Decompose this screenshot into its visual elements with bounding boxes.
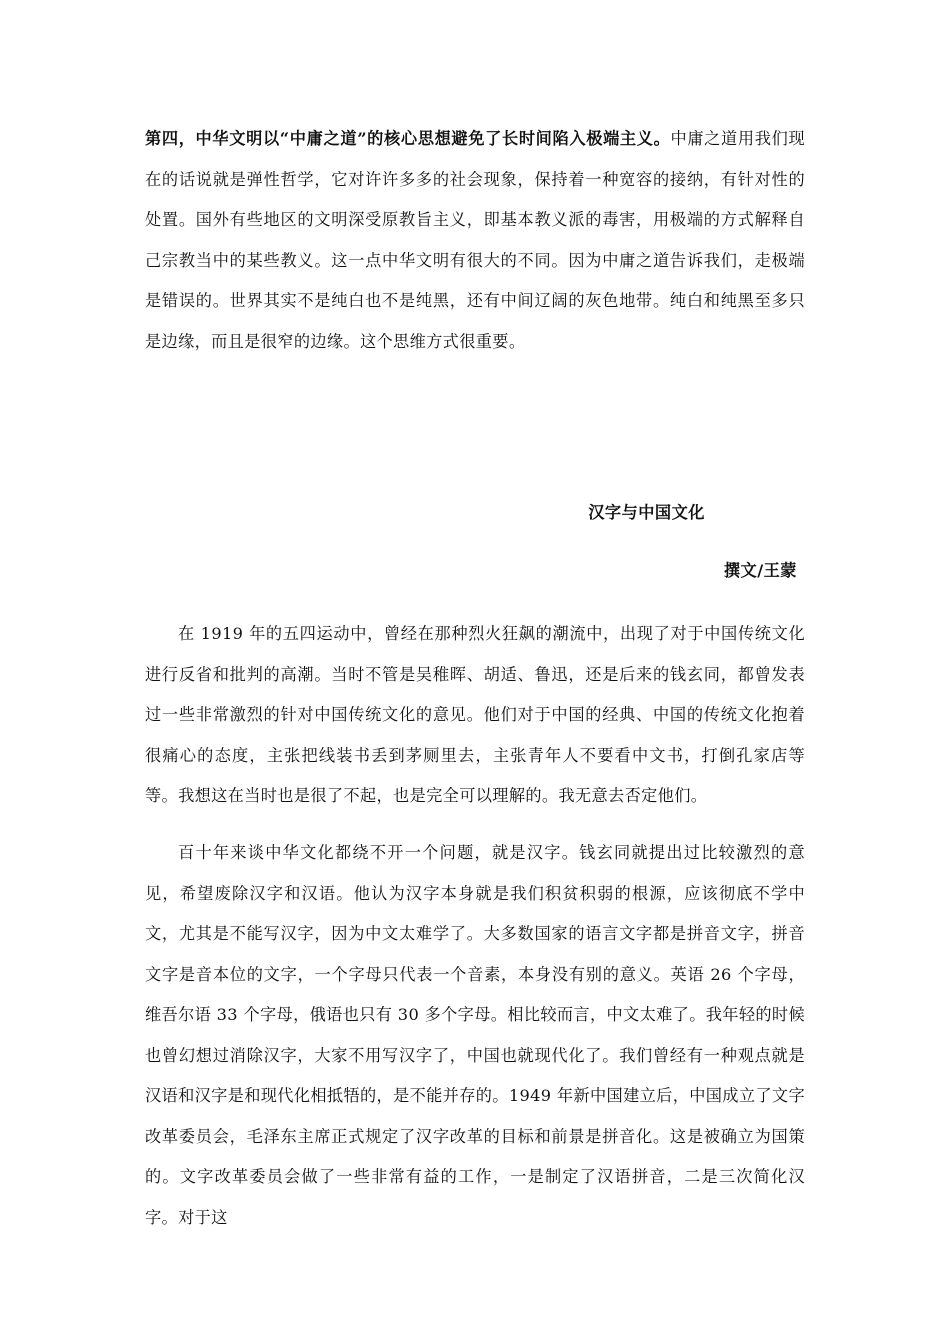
intro-body-text: 中庸之道用我们现在的话说就是弹性哲学，它对许许多多的社会现象，保持着一种宽容的接纳，有针对性的处置。国外有些地区的文明深受原教旨主义，即基本教义派的毒害，用极端的方式解释自己宗教当中的某些教义。这一点中华文明有很大的不同。因为中庸之道告诉我们，走极端是错误的。世界其实不是纯白也不是纯黑，还有中间辽阔的灰色地带。纯白和纯黑至多只是边缘，而且是很窄的边缘。这个思维方式很重要。 [145, 129, 805, 351]
intro-lead-sentence: 第四，中华文明以“中庸之道”的核心思想避免了长时间陷入极端主义。 [145, 129, 671, 148]
article-paragraph-2: 百十年来谈中华文化都绕不开一个问题，就是汉字。钱玄同就提出过比较激烈的意见，希望废除汉字和汉语。他认为汉字本身就是我们积贫积弱的根源，应该彻底不学中文，尤其是不能写汉字，因为中文太难学了。大多数国家的语言文字都是拼音文字，拼音文字是音本位的文字，一个字母只代表一个音素，本身没有别的意义。英语 26 个字母，维吾尔语 33 个字母，俄语也只有 30 多个字母。相比较而言，中文太难了。我年轻的时候也曾幻想过消除汉字，大家不用写汉字了，中国也就现代化了。我们曾经有一种观点就是汉语和汉字是和现代化相抵牾的，是不能并存的。1949 年新中国建立后，中国成立了文字改革委员会，毛泽东主席正式规定了汉字改革的目标和前景是拼音化。这是被确立为国策的。文字改革委员会做了一些非常有益的工作，一是制定了汉语拼音，二是三次简化汉字。对于这 [145, 843, 805, 1227]
article-paragraph-1: 在 1919 年的五四运动中，曾经在那种烈火狂飙的潮流中，出现了对于中国传统文化进行反省和批判的高潮。当时不管是吴稚晖、胡适、鲁迅，还是后来的钱玄同，都曾发表过一些非常激烈的针对中国传统文化的意见。他们对于中国的经典、中国的传统文化抱着很痛心的态度，主张把线装书丢到茅厕里去，主张青年人不要看中文书，打倒孔家店等等。我想这在当时也是很了不起，也是完全可以理解的。我无意去否定他们。 [145, 624, 805, 805]
intro-paragraph [145, 119, 805, 362]
article-title: 汉字与中国文化 [588, 503, 705, 522]
article-byline: 撰文/王蒙 [723, 561, 797, 580]
